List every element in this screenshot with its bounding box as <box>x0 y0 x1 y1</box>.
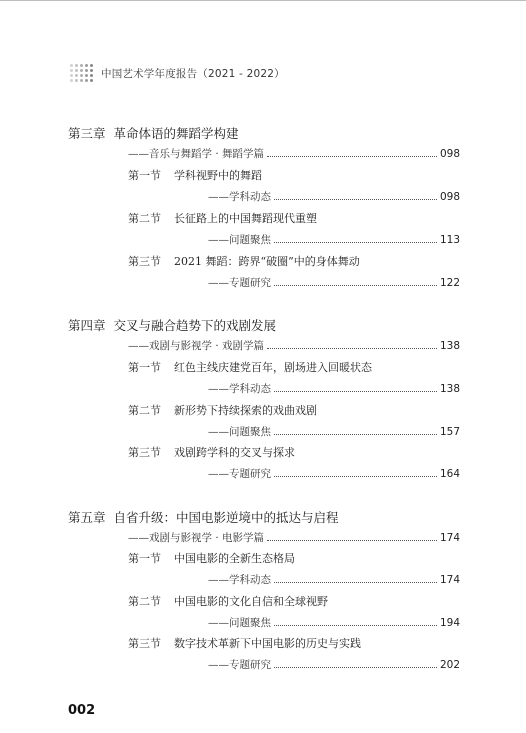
section-title: 学科视野中的舞蹈 <box>174 169 262 182</box>
entry-page: 098 <box>439 191 460 203</box>
ornament-dot <box>75 69 78 72</box>
section-heading[interactable] <box>128 253 360 269</box>
dot-leader <box>274 667 437 668</box>
chapter-heading[interactable] <box>68 124 239 142</box>
header-title: 中国艺术学年度报告（2021 - 2022） <box>101 67 285 80</box>
ornament-dot <box>75 79 78 82</box>
section-heading[interactable] <box>128 359 372 375</box>
section-title: 中国电影的文化自信和全球视野 <box>174 595 328 608</box>
entry-label: ——学科动态 <box>208 574 271 586</box>
entry-label: ——学科动态 <box>208 383 271 395</box>
chapter-title: 革命体语的舞蹈学构建 <box>113 126 239 141</box>
section-heading[interactable] <box>128 444 295 460</box>
page-number: 002 <box>68 703 96 718</box>
dot-leader <box>267 540 437 541</box>
ornament-dot <box>75 74 78 77</box>
entry-page: 122 <box>439 277 460 289</box>
section-number: 第一节 <box>128 552 161 565</box>
section-entry[interactable] <box>208 572 460 587</box>
entry-page: 202 <box>439 659 460 671</box>
entry-label: ——问题聚焦 <box>208 617 271 629</box>
dot-leader <box>274 434 437 435</box>
chapter-heading[interactable] <box>68 316 276 334</box>
entry-page: 194 <box>439 617 460 629</box>
section-entry[interactable] <box>208 657 460 672</box>
chapter-number: 第四章 <box>68 318 106 333</box>
entry-page: 174 <box>439 532 460 544</box>
section-title: 戏剧跨学科的交叉与探求 <box>174 446 295 459</box>
section-heading[interactable] <box>128 550 295 566</box>
section-heading[interactable] <box>128 635 361 651</box>
section-entry[interactable] <box>208 466 460 481</box>
entry-page: 138 <box>439 340 460 352</box>
section-title: 数字技术革新下中国电影的历史与实践 <box>174 637 361 650</box>
section-number: 第一节 <box>128 169 161 182</box>
entry-page: 098 <box>439 148 460 160</box>
entry-label: ——专题研究 <box>208 277 271 289</box>
ornament-dot <box>80 69 83 72</box>
ornament-dot <box>70 69 73 72</box>
ornament-dot <box>85 74 88 77</box>
section-entry[interactable] <box>208 232 460 247</box>
section-title: 长征路上的中国舞蹈现代重塑 <box>174 212 317 225</box>
entry-page: 174 <box>439 574 460 586</box>
ornament-dot <box>85 79 88 82</box>
dot-leader <box>267 156 437 157</box>
ornament-dot <box>85 64 88 67</box>
entry-page: 113 <box>439 234 460 246</box>
section-title: 红色主线庆建党百年，剧场进入回暖状态 <box>174 361 372 374</box>
ornament-dot <box>75 64 78 67</box>
ornament-dot <box>85 69 88 72</box>
entry-label: ——音乐与舞蹈学 · 舞蹈学篇 <box>128 148 265 160</box>
section-entry[interactable] <box>208 615 460 630</box>
section-number: 第二节 <box>128 212 161 225</box>
entry-page: 138 <box>439 383 460 395</box>
section-number: 第二节 <box>128 595 161 608</box>
chapter-number: 第五章 <box>68 510 106 525</box>
ornament-dot <box>90 74 93 77</box>
entry-label: ——专题研究 <box>208 659 271 671</box>
section-heading[interactable] <box>128 210 317 226</box>
ornament-dot <box>70 79 73 82</box>
section-number: 第一节 <box>128 361 161 374</box>
ornament-dot <box>90 64 93 67</box>
section-number: 第三节 <box>128 446 161 459</box>
chapter-heading[interactable] <box>68 508 339 526</box>
running-header <box>70 64 285 82</box>
entry-label: ——学科动态 <box>208 191 271 203</box>
dot-leader <box>274 199 437 200</box>
section-title: 中国电影的全新生态格局 <box>174 552 295 565</box>
section-number: 第三节 <box>128 255 161 268</box>
dot-leader <box>274 582 437 583</box>
dot-leader <box>274 242 437 243</box>
entry-label: ——戏剧与影视学 · 戏剧学篇 <box>128 340 265 352</box>
ornament-dot <box>90 79 93 82</box>
chapter-overview-entry[interactable] <box>128 338 460 353</box>
ornament-dot <box>70 64 73 67</box>
ornament-dot <box>80 79 83 82</box>
dot-leader <box>274 285 437 286</box>
section-entry[interactable] <box>208 381 460 396</box>
chapter-overview-entry[interactable] <box>128 530 460 545</box>
dot-leader <box>274 625 437 626</box>
entry-label: ——戏剧与影视学 · 电影学篇 <box>128 532 265 544</box>
entry-label: ——专题研究 <box>208 468 271 480</box>
dot-grid-ornament <box>70 64 93 82</box>
section-title: 新形势下持续探索的戏曲戏剧 <box>174 404 317 417</box>
section-title: 2021 舞蹈：跨界“破圈”中的身体舞动 <box>174 255 360 268</box>
dot-leader <box>267 348 437 349</box>
section-number: 第三节 <box>128 637 161 650</box>
chapter-number: 第三章 <box>68 126 106 141</box>
section-heading[interactable] <box>128 167 262 183</box>
entry-label: ——问题聚焦 <box>208 234 271 246</box>
dot-leader <box>274 391 437 392</box>
chapter-title: 自省升级：中国电影逆境中的抵达与启程 <box>113 510 339 525</box>
section-entry[interactable] <box>208 424 460 439</box>
section-number: 第二节 <box>128 404 161 417</box>
entry-page: 164 <box>439 468 460 480</box>
section-entry[interactable] <box>208 189 460 204</box>
top-rule <box>0 0 526 1</box>
ornament-dot <box>80 74 83 77</box>
section-entry[interactable] <box>208 275 460 290</box>
ornament-dot <box>80 64 83 67</box>
chapter-title: 交叉与融合趋势下的戏剧发展 <box>113 318 277 333</box>
ornament-dot <box>90 69 93 72</box>
section-heading[interactable] <box>128 593 328 609</box>
entry-label: ——问题聚焦 <box>208 426 271 438</box>
chapter-overview-entry[interactable] <box>128 146 460 161</box>
section-heading[interactable] <box>128 402 317 418</box>
entry-page: 157 <box>439 426 460 438</box>
ornament-dot <box>70 74 73 77</box>
dot-leader <box>274 476 437 477</box>
